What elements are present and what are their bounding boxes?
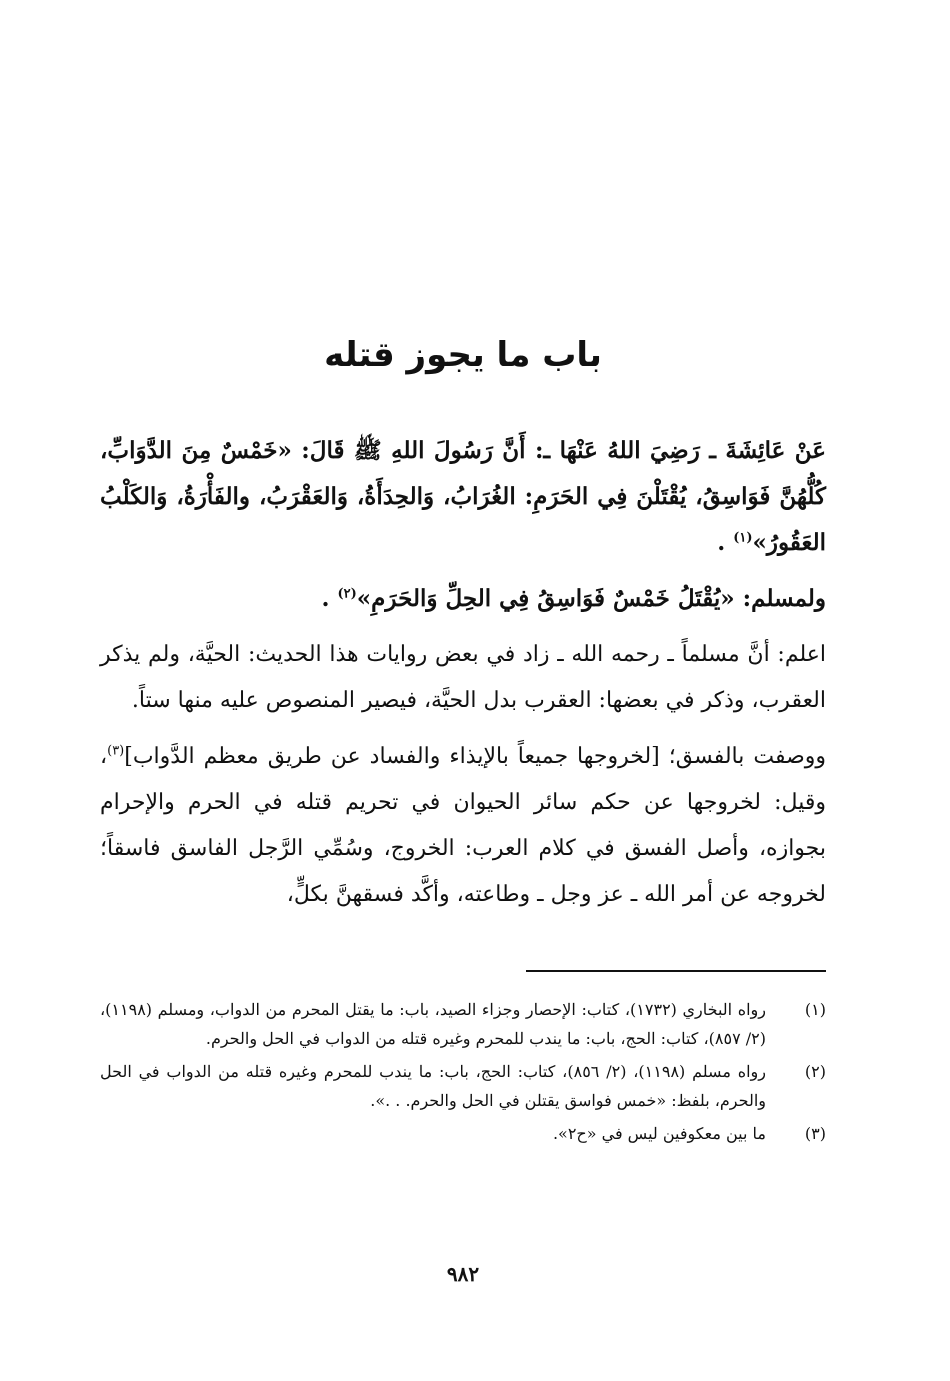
commentary-paragraph-2 (100, 734, 826, 918)
commentary-2-part-1: ووصفت بالفسق؛ [لخروجها جميعاً بالإيذاء والفساد عن طريق معظم الدَّواب] (124, 744, 826, 769)
muslim-text: ولمسلم: «يُقْتَلُ خَمْسٌ فَوَاسِقُ فِي الحِلِّ وَالحَرَمِ» (356, 585, 826, 612)
footnote-ref-1: (١) (733, 530, 753, 546)
footnote (100, 995, 826, 1053)
main-text (100, 428, 826, 928)
hadith-paragraph: عَنْ عَائِشَةَ ـ رَضِيَ اللهُ عَنْهَا ـ: أَنَّ رَسُولَ اللهِ ﷺ قَالَ: «خَمْسٌ مِنَ الدَّوَابِّ، كُلُّهُنَّ فَوَاسِقُ، يُقْتَلْنَ فِي الحَرَمِ: الغُرَابُ، وَالحِدَأَةُ، وَالعَقْرَبُ، والفَأْرَةُ، وَالكَلْبُ العَقُورُ»$^{(١)}$ . (100, 437, 826, 556)
hadith-text: عَنْ عَائِشَةَ ـ رَضِيَ اللهُ عَنْهَا ـ: أَنَّ رَسُولَ اللهِ ﷺ قَالَ: «خَمْسٌ مِنَ الدَّوَابِّ، كُلُّهُنَّ فَوَاسِقُ، يُقْتَلْنَ فِي الحَرَمِ: الغُرَابُ، وَالحِدَأَةُ، وَالعَقْرَبُ، والفَأْرَةُ، وَالكَلْبُ العَقُورُ» (100, 437, 826, 556)
footnotes (100, 995, 826, 1152)
footnote (100, 1057, 826, 1115)
chapter-title: باب ما يجوز قتله (324, 335, 602, 375)
muslim-narration: ولمسلم: «يُقْتَلُ خَمْسٌ فَوَاسِقُ فِي الحِلِّ وَالحَرَمِ»$^{(٢)}$ . (321, 585, 826, 612)
commentary-2-part-2: ، وقيل: لخروجها عن حكم سائر الحيوان في تحريم قتله في الحرم والإحرام بجوازه، وأصل الفسق في كلام العرب: الخروج، وسُمِّي الرَّجل الفاسق فاسقاً؛ لخروجه عن أمر الله ـ عز وجل ـ وطاعته، وأكَّد فسقهنَّ بكلٍّ، (100, 744, 826, 907)
footnote-ref-2: (٢) (337, 586, 357, 602)
footnote-text: رواه البخاري (١٧٣٢)، كتاب: الإحصار وجزاء الصيد، باب: ما يقتل المحرم من الدواب، ومسلم (١١٩٨)، (٢/ ٨٥٧)، كتاب: الحج، باب: ما يندب للمحرم وغيره قتله من الدواب في الحل والحرم. (100, 1000, 767, 1048)
footnote-number: (٢) (804, 1062, 826, 1081)
footnote-text: رواه مسلم (١١٩٨)، (٢/ ٨٥٦)، كتاب: الحج، باب: ما يندب للمحرم وغيره قتله من الدواب في الحل والحرم، بلفظ: «خمس فواسق يقتلن في الحل والحرم. . .». (100, 1062, 767, 1110)
footnote (100, 1119, 826, 1148)
footnote-number: (١) (804, 1000, 826, 1019)
book-page (100, 0, 826, 1381)
footnote-divider (526, 970, 826, 972)
footnote-ref-3: (٣) (107, 743, 125, 759)
page-number: ٩٨٢ (446, 1262, 480, 1286)
commentary-paragraph-1: اعلم: أنَّ مسلماً ـ رحمه الله ـ زاد في بعض روايات هذا الحديث: الحيَّة، ولم يذكر العقرب، وذكر في بعضها: العقرب بدل الحيَّة، فيصير المنصوص عليه منها ستاً. (100, 642, 826, 713)
footnote-number: (٣) (804, 1124, 826, 1143)
footnote-text: ما بين معكوفين ليس في «ح٢». (552, 1124, 766, 1143)
